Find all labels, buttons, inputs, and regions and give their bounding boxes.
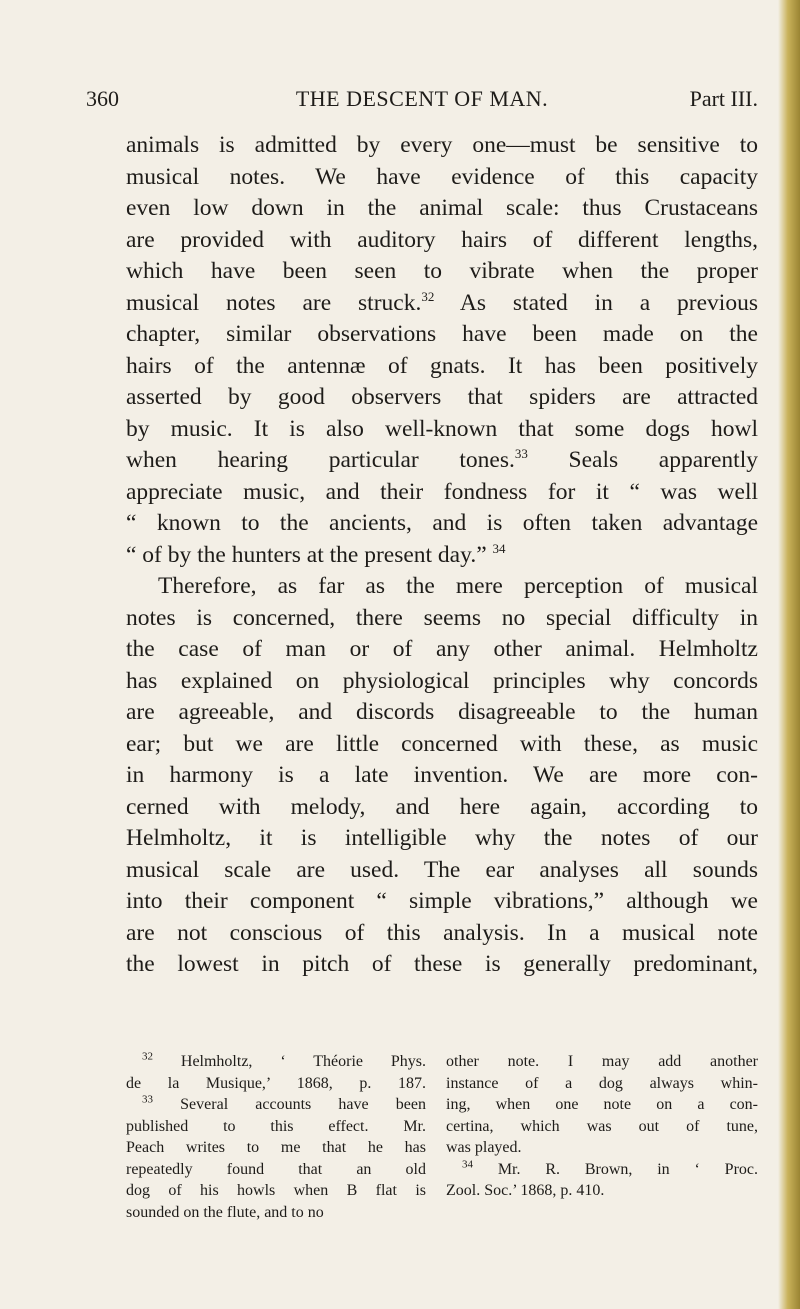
- footnote-number: 32: [142, 1050, 153, 1063]
- body-text: by music. It is also well-known that some dogs howl: [126, 415, 758, 442]
- body-text: even low down in the animal scale: thus Crustaceans: [126, 195, 758, 221]
- body-line: [126, 130, 758, 162]
- running-title: THE DESCENT OF MAN.: [295, 86, 549, 111]
- body-text: in harmony is a late invention. We are more con-: [126, 762, 758, 788]
- body-line: [126, 697, 758, 729]
- footnotes_right-line: [446, 1116, 758, 1138]
- body-text: into their component “ simple vibrations,” although we: [126, 888, 758, 914]
- body-line: [126, 571, 758, 603]
- body-text: musical notes. We have evidence of this capacity: [126, 163, 758, 190]
- footnotes_right-line: [446, 1051, 758, 1073]
- body-text: has explained on physiological principles why concords: [126, 667, 758, 694]
- page-edge: [778, 0, 800, 1309]
- footnotes_right-text: Mr. R. Brown, in ‘ Proc.: [473, 1160, 758, 1178]
- body-text: Therefore, as far as the mere perception of musical: [158, 573, 758, 599]
- body-line: [126, 603, 758, 635]
- body-text: Helmholtz, it is intelligible why the notes of our: [126, 825, 758, 851]
- body-line: [126, 918, 758, 950]
- body-text: chapter, similar observations have been made on the: [126, 321, 758, 347]
- body-line: [126, 540, 758, 572]
- footnotes_left-line: [126, 1159, 426, 1181]
- footnotes_right-text: ing, when one note on a con-: [446, 1096, 758, 1113]
- body-line: [126, 508, 758, 540]
- footnotes_right-line: [446, 1137, 758, 1159]
- body-line: [126, 949, 758, 981]
- footnotes_left-line: [126, 1051, 426, 1073]
- footnotes_left-text: Peach writes to me that he has: [126, 1139, 426, 1156]
- body-text: Seals apparently: [527, 447, 758, 473]
- body-line: [126, 792, 758, 824]
- footnotes_right-text: Zool. Soc.’ 1868, p. 410.: [446, 1182, 605, 1199]
- footnotes_left-text: de la Musique,’ 1868, p. 187.: [126, 1074, 426, 1092]
- body-text: As stated in a previous: [434, 289, 758, 316]
- footnote-reference: 33: [514, 446, 528, 462]
- body-text: musical scale are used. The ear analyses all sounds: [126, 856, 758, 883]
- footnotes_left-line: [126, 1094, 426, 1116]
- footnotes_left-text: Helmholtz, ‘ Théorie Phys.: [153, 1053, 426, 1070]
- body-line: [126, 319, 758, 351]
- body-line: [126, 193, 758, 225]
- body-line: [126, 351, 758, 383]
- body-text: are provided with auditory hairs of different lengths,: [126, 226, 758, 253]
- body-text: the lowest in pitch of these is generally predominant,: [126, 951, 758, 977]
- body-line: [126, 225, 758, 257]
- body-line: [126, 414, 758, 446]
- body-line: [126, 666, 758, 698]
- body-text: [126, 130, 758, 981]
- footnotes_left-text: repeatedly found that an old: [126, 1160, 426, 1178]
- body-text: animals is admitted by every one—must be sensitive to: [126, 132, 758, 158]
- footnotes_right-line: [446, 1094, 758, 1116]
- footnote-reference: 34: [492, 540, 506, 556]
- footnotes_left-line: [126, 1137, 426, 1159]
- footnotes_left-line: [126, 1116, 426, 1138]
- footnotes_right-text: other note. I may add another: [446, 1053, 758, 1070]
- footnotes_left-line: [126, 1202, 426, 1224]
- footnotes-left-column: [126, 1051, 426, 1223]
- body-text: when hearing particular tones.: [126, 447, 515, 473]
- body-text: “ of by the hunters at the present day.”: [126, 541, 493, 568]
- footnotes_right-text: was played.: [446, 1139, 522, 1156]
- footnote-reference: 32: [421, 288, 435, 304]
- footnotes_right-text: certina, which was out of tune,: [446, 1117, 758, 1135]
- body-line: [126, 760, 758, 792]
- body-line: [126, 256, 758, 288]
- footnotes_left-text: published to this effect. Mr.: [126, 1117, 426, 1135]
- part-label: Part III.: [689, 86, 758, 111]
- footnotes_right-line: [446, 1073, 758, 1095]
- footnotes_left-text: sounded on the flute, and to no: [126, 1203, 324, 1221]
- footnotes_left-line: [126, 1180, 426, 1202]
- body-line: [126, 288, 758, 320]
- footnotes_right-line: [446, 1180, 758, 1202]
- body-line: [126, 729, 758, 761]
- body-line: [126, 445, 758, 477]
- footnotes_left-text: Several accounts have been: [153, 1096, 426, 1113]
- body-text: asserted by good observers that spiders are attracted: [126, 384, 758, 410]
- footnotes_right-text: instance of a dog always whin-: [446, 1074, 758, 1092]
- body-text: appreciate music, and their fondness for it “ was well: [126, 478, 758, 505]
- running-header: [86, 86, 758, 116]
- footnotes_left-line: [126, 1073, 426, 1095]
- body-text: which have been seen to vibrate when the proper: [126, 258, 758, 284]
- body-text: the case of man or of any other animal. Helmholtz: [126, 636, 758, 662]
- body-text: are not conscious of this analysis. In a musical note: [126, 919, 758, 946]
- body-line: [126, 382, 758, 414]
- footnote-number: 33: [142, 1093, 153, 1106]
- body-line: [126, 477, 758, 509]
- footnote-number: 34: [462, 1158, 473, 1171]
- body-text: are agreeable, and discords disagreeable to the human: [126, 699, 758, 725]
- body-text: notes is concerned, there seems no special difficulty in: [126, 604, 758, 631]
- page-number: 360: [86, 86, 119, 111]
- footnotes_left-text: dog of his howls when B flat is: [126, 1182, 426, 1199]
- body-line: [126, 162, 758, 194]
- body-line: [126, 886, 758, 918]
- footnotes_right-line: [446, 1159, 758, 1181]
- body-text: ear; but we are little concerned with these, as music: [126, 730, 758, 757]
- footnotes-right-column: [446, 1051, 758, 1202]
- body-line: [126, 855, 758, 887]
- body-line: [126, 634, 758, 666]
- body-text: “ known to the ancients, and is often taken advantage: [126, 510, 758, 536]
- body-text: cerned with melody, and here again, according to: [126, 793, 758, 820]
- body-text: hairs of the antennæ of gnats. It has been positively: [126, 352, 758, 379]
- body-text: musical notes are struck.: [126, 289, 422, 316]
- body-line: [126, 823, 758, 855]
